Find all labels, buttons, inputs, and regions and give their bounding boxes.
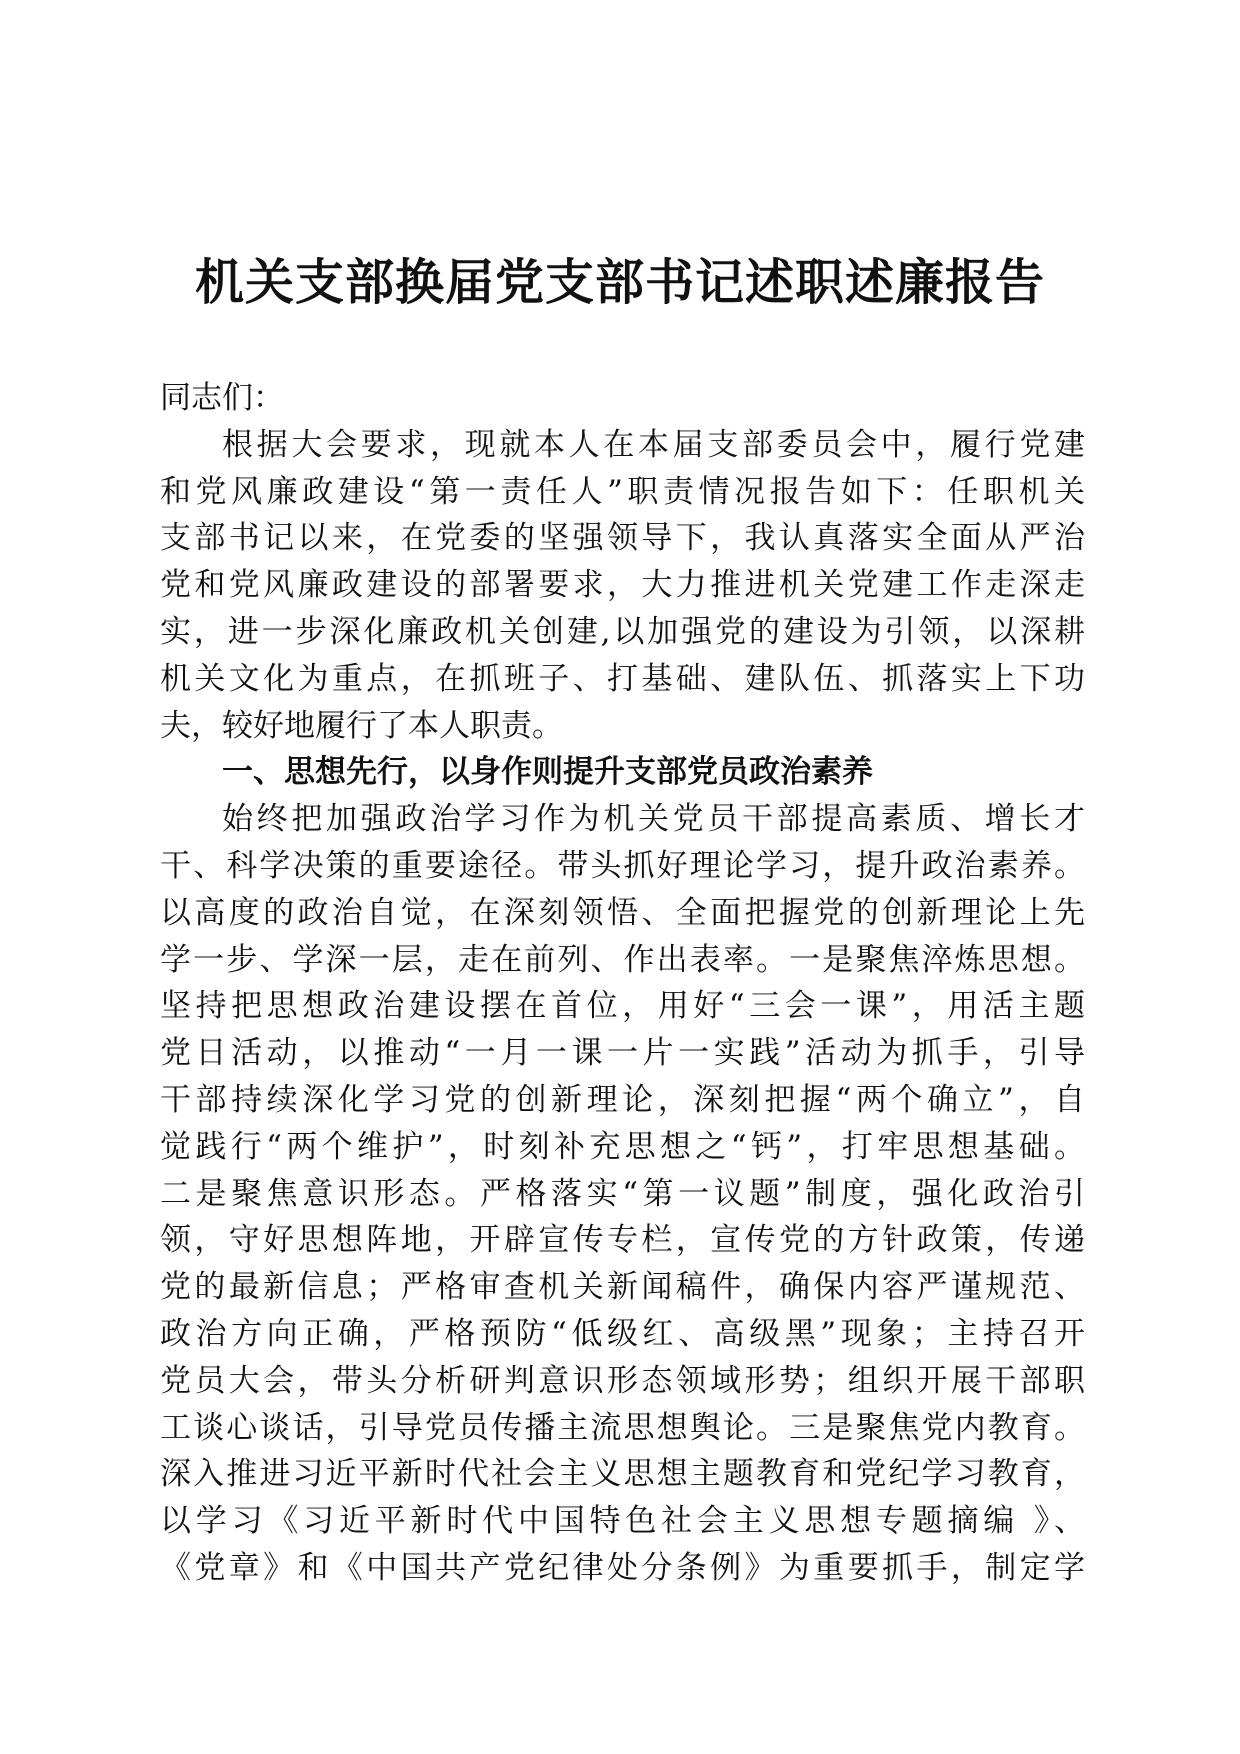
paragraph-line: 干部持续深化学习党的创新理论，深刻把握“两个确立”，自: [160, 1081, 1085, 1118]
paragraph-line: 学一步、学深一层，走在前列、作出表率。一是聚焦淬炼思想。: [160, 941, 1085, 978]
document-body: [160, 375, 1085, 1592]
paragraph-line: 夫，较好地履行了本人职责。: [160, 707, 563, 744]
paragraph-line: 政治方向正确，严格预防“低级红、高级黑”现象；主持召开: [160, 1315, 1085, 1352]
paragraph-line: 实，进一步深化廉政机关创建,以加强党的建设为引领，以深耕: [160, 613, 1085, 650]
paragraph-line: 坚持把思想政治建设摆在首位，用好“三会一课”，用活主题: [160, 988, 1085, 1025]
paragraph-line: 党和党风廉政建设的部署要求，大力推进机关党建工作走深走: [160, 567, 1085, 604]
document-title: 机关支部换届党支部书记述职述廉报告: [194, 253, 1045, 311]
paragraph-line: 干、科学决策的重要途径。带头抓好理论学习，提升政治素养。: [160, 847, 1085, 884]
paragraph-line: 以学习《习近平新时代中国特色社会主义思想专题摘编 》、: [160, 1503, 1085, 1540]
paragraph-line: 深入推进习近平新时代社会主义思想主题教育和党纪学习教育，: [160, 1456, 1085, 1493]
paragraph-line: 以高度的政治自觉，在深刻领悟、全面把握党的创新理论上先: [160, 894, 1085, 931]
paragraph-line: 机关文化为重点，在抓班子、打基础、建队伍、抓落实上下功: [160, 660, 1085, 697]
paragraph-line: 工谈心谈话，引导党员传播主流思想舆论。三是聚焦党内教育。: [160, 1409, 1085, 1446]
paragraph-line: 《党章》和《中国共产党纪律处分条例》为重要抓手，制定学: [160, 1549, 1085, 1586]
paragraph-line: 党员大会，带头分析研判意识形态领域形势；组织开展干部职: [160, 1362, 1085, 1399]
salutation: 同志们：: [160, 380, 284, 416]
paragraph-line: 和党风廉政建设“第一责任人”职责情况报告如下：任职机关: [160, 473, 1085, 510]
paragraph-line: 党日活动，以推动“一月一课一片一实践”活动为抓手，引导: [160, 1035, 1085, 1072]
paragraph-line: 根据大会要求，现就本人在本届支部委员会中，履行党建: [222, 426, 1085, 463]
paragraph-line: 党的最新信息；严格审查机关新闻稿件，确保内容严谨规范、: [160, 1269, 1085, 1306]
paragraph-line: 始终把加强政治学习作为机关党员干部提高素质、增长才: [222, 801, 1085, 838]
paragraph-line: 觉践行“两个维护”，时刻补充思想之“钙”，打牢思想基础。: [160, 1128, 1085, 1165]
paragraph-line: 支部书记以来，在党委的坚强领导下，我认真落实全面从严治: [160, 520, 1085, 557]
paragraph-line: 领，守好思想阵地，开辟宣传专栏，宣传党的方针政策，传递: [160, 1222, 1085, 1259]
section-heading: 一、思想先行，以身作则提升支部党员政治素养: [222, 754, 873, 791]
paragraph-line: 二是聚焦意识形态。严格落实“第一议题”制度，强化政治引: [160, 1175, 1085, 1212]
